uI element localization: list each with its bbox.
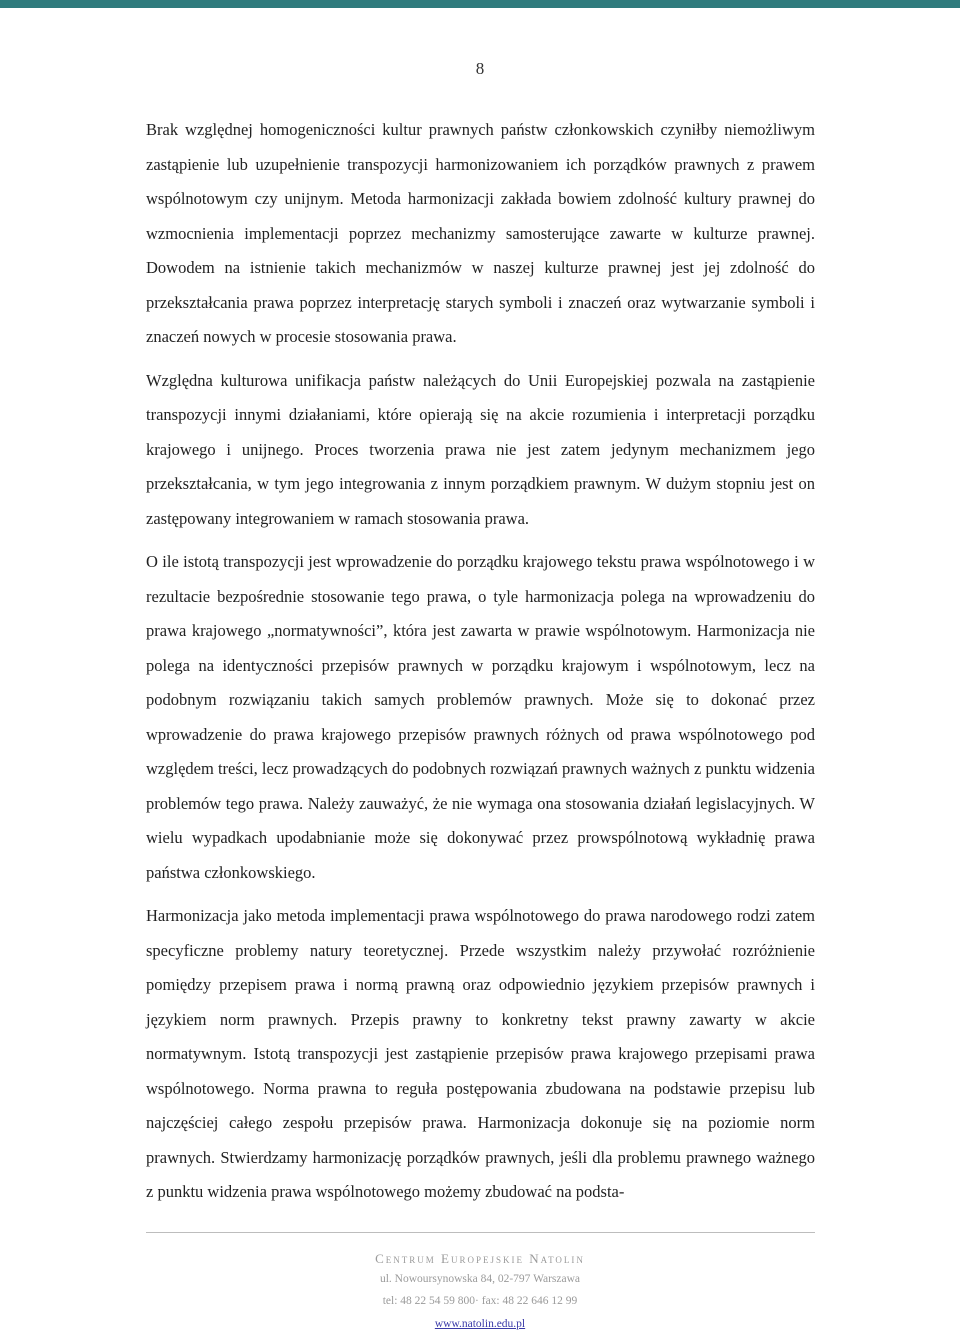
- paragraph-4: Harmonizacja jako metoda implementacji prawa wspólnotowego do prawa narodowego rodzi zatem specyficzne problemy natury teoretycznej. Przede wszystkim należy przywołać rozróżnienie pomiędzy przepisem prawa i normą prawną oraz odpowiednio językiem przepisów prawnych i językiem norm prawnych. Przepis prawny to konkretny tekst prawny zawarty w akcie normatywnym. Istotą transpozycji jest zastąpienie przepisów prawa krajowego przepisami prawa wspólnotowego. Norma prawna to reguła postępowania zbudowana na podstawie przepisu lub najczęściej całego zespołu przepisów prawa. Harmonizacja dokonuje się na poziomie norm prawnych. Stwierdzamy harmonizację porządków prawnych, jeśli dla problemu prawnego ważnego z punktu widzenia prawa wspólnotowego możemy zbudować na podsta-: [146, 906, 815, 1201]
- footer-contact: tel: 48 22 54 59 800· fax: 48 22 646 12 99: [382, 1295, 578, 1307]
- paragraph-2: Względna kulturowa unifikacja państw należących do Unii Europejskiej pozwala na zastąpienie transpozycji innymi działaniami, które opierają się na akcie rozumienia i interpretacji porządku krajowego i unijnego. Proces tworzenia prawa nie jest zatem jedynym mechanizmem jego przekształcania, w tym jego integrowania z innym porządkiem prawnym. W dużym stopniu jest on zastępowany integrowaniem w ramach stosowania prawa.: [146, 370, 815, 528]
- footer-organization: Centrum Europejskie Natolin: [375, 1251, 585, 1266]
- footer-divider: [146, 1232, 815, 1233]
- footer-address: ul. Nowoursynowska 84, 02-797 Warszawa: [379, 1273, 581, 1285]
- footer-website-link[interactable]: www.natolin.edu.pl: [434, 1318, 526, 1330]
- page-number: 8: [475, 59, 485, 78]
- paragraph-1: Brak względnej homogeniczności kultur prawnych państw członkowskich czyniłby niemożliwym zastąpienie lub uzupełnienie transpozycji harmonizowaniem ich porządków prawnych z prawem wspólnotowym czy unijnym. Metoda harmonizacji zakłada bowiem zdolność kultury prawnej do wzmocnienia implementacji poprzez mechanizmy samosterujące zawarte w kulturze prawnej. Dowodem na istnienie takich mechanizmów w naszej kulturze prawnej jest jej zdolność do przekształcania prawa poprzez interpretację starych symboli i znaczeń oraz wytwarzanie symboli i znaczeń nowych w procesie stosowania prawa.: [146, 120, 815, 346]
- document-body: [146, 113, 815, 1210]
- page-footer: [0, 1250, 960, 1336]
- top-accent-bar: [0, 0, 960, 8]
- paragraph-3: O ile istotą transpozycji jest wprowadzenie do porządku krajowego tekstu prawa wspólnotowego i w rezultacie bezpośrednie stosowanie tego prawa, o tyle harmonizacja polega na wprowadzeniu do prawa krajowego „normatywności”, która jest zawarta w prawie wspólnotowym. Harmonizacja nie polega na identyczności przepisów prawnych w porządku krajowym i wspólnotowym, lecz na podobnym rozwiązaniu takich samych problemów prawnych. Może się to dokonać przez wprowadzenie do prawa krajowego przepisów prawnych różnych od prawa wspólnotowego pod względem treści, lecz prowadzących do podobnych rozwiązań prawnych ważnych z punktu widzenia problemów tego prawa. Należy zauważyć, że nie wymaga ona stosowania działań legislacyjnych. W wielu wypadkach upodabnianie może się dokonywać przez prowspólnotową wykładnię prawa państwa członkowskiego.: [146, 552, 815, 882]
